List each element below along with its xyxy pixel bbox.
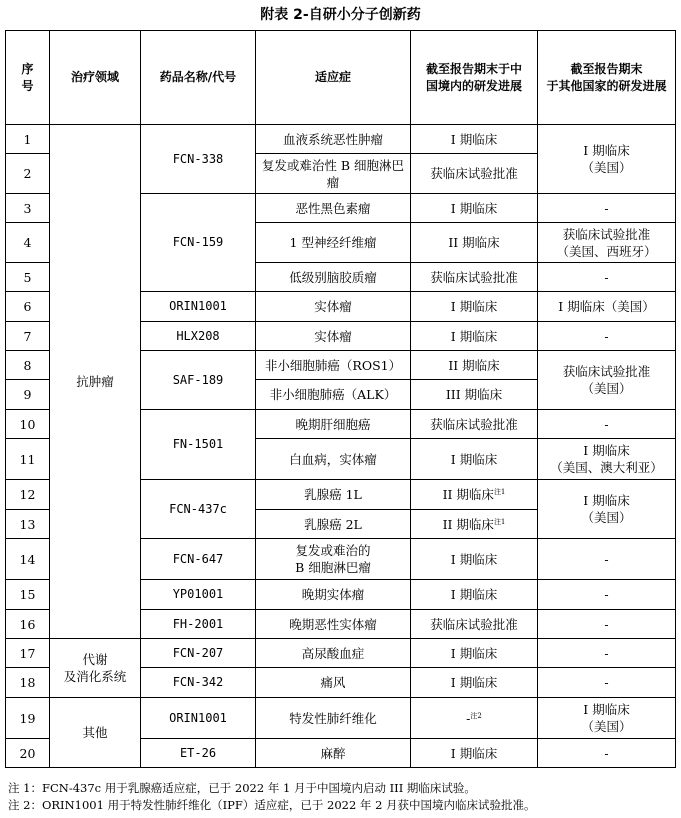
- drug-cell: YP01001: [141, 580, 256, 610]
- intl-cell: I 期临床 （美国）: [538, 480, 676, 539]
- indication-cell: 实体瘤: [256, 322, 411, 351]
- drug-cell: SAF-189: [141, 351, 256, 410]
- cn-cell: I 期临床: [411, 439, 538, 480]
- indication-cell: 高尿酸血症: [256, 639, 411, 668]
- header-area: 治疗领域: [50, 31, 141, 125]
- drug-cell: FCN-437c: [141, 480, 256, 539]
- row-no: 18: [6, 668, 50, 698]
- row-no: 3: [6, 194, 50, 223]
- cn-cell: III 期临床: [411, 380, 538, 410]
- indication-cell: 复发或难治的 B 细胞淋巴瘤: [256, 539, 411, 580]
- intl-cell: 获临床试验批准 （美国）: [538, 351, 676, 410]
- drug-cell: ORIN1001: [141, 292, 256, 322]
- cn-cell: II 期临床$^{注1}$: [411, 480, 538, 510]
- cn-cell: II 期临床$^{注1}$: [411, 510, 538, 539]
- footnote-ref: 注1: [493, 487, 506, 496]
- area-cell: 抗肿瘤: [50, 125, 141, 639]
- drug-cell: FCN-647: [141, 539, 256, 580]
- table-row: [6, 125, 676, 154]
- row-no: 2: [6, 154, 50, 194]
- header-drug: 药品名称/代号: [141, 31, 256, 125]
- indication-cell: 乳腺癌 1L: [256, 480, 411, 510]
- row-no: 19: [6, 698, 50, 739]
- row-no: 11: [6, 439, 50, 480]
- cn-cell: 获临床试验批准: [411, 610, 538, 639]
- cn-cell: I 期临床: [411, 194, 538, 223]
- header-no: 序 号: [6, 31, 50, 125]
- cn-cell: II 期临床: [411, 351, 538, 380]
- intl-cell: -: [538, 194, 676, 223]
- intl-cell: -: [538, 539, 676, 580]
- indication-cell: 晚期肝细胞癌: [256, 410, 411, 439]
- header-intl: 截至报告期末 于其他国家的研发进展: [538, 31, 676, 125]
- row-no: 17: [6, 639, 50, 668]
- indication-cell: 低级别脑胶质瘤: [256, 263, 411, 292]
- indication-cell: 特发性肺纤维化: [256, 698, 411, 739]
- row-no: 12: [6, 480, 50, 510]
- intl-cell: I 期临床 （美国）: [538, 125, 676, 194]
- area-cell: 其他: [50, 698, 141, 768]
- footnote-ref: 注1: [493, 517, 506, 526]
- drug-cell: FH-2001: [141, 610, 256, 639]
- indication-cell: 实体瘤: [256, 292, 411, 322]
- intl-cell: -: [538, 639, 676, 668]
- drug-table: [5, 30, 676, 768]
- cn-cell: II 期临床: [411, 223, 538, 263]
- header-indication: 适应症: [256, 31, 411, 125]
- cn-cell: 获临床试验批准: [411, 263, 538, 292]
- intl-cell: I 期临床 （美国）: [538, 698, 676, 739]
- cn-cell: 获临床试验批准: [411, 410, 538, 439]
- cn-cell: 获临床试验批准: [411, 154, 538, 194]
- drug-cell: ORIN1001: [141, 698, 256, 739]
- drug-cell: FCN-342: [141, 668, 256, 698]
- row-no: 16: [6, 610, 50, 639]
- row-no: 13: [6, 510, 50, 539]
- cn-cell: I 期临床: [411, 539, 538, 580]
- indication-cell: 血液系统恶性肿瘤: [256, 125, 411, 154]
- footnote-2: 注 2：ORIN1001 用于特发性肺纤维化（IPF）适应症，已于 2022 年 2 月获中国境内临床试验批准。: [8, 798, 536, 812]
- footnote-ref: 注2: [470, 711, 482, 720]
- row-no: 9: [6, 380, 50, 410]
- row-no: 1: [6, 125, 50, 154]
- intl-cell: -: [538, 410, 676, 439]
- row-no: 7: [6, 322, 50, 351]
- drug-cell: HLX208: [141, 322, 256, 351]
- indication-cell: 痛风: [256, 668, 411, 698]
- footnotes: [8, 780, 536, 814]
- cn-cell: I 期临床: [411, 668, 538, 698]
- cn-cell: I 期临床: [411, 322, 538, 351]
- intl-cell: I 期临床（美国）: [538, 292, 676, 322]
- indication-cell: 非小细胞肺癌（ROS1）: [256, 351, 411, 380]
- cn-cell: I 期临床: [411, 125, 538, 154]
- intl-cell: I 期临床 （美国、澳大利亚）: [538, 439, 676, 480]
- intl-cell: -: [538, 610, 676, 639]
- row-no: 20: [6, 739, 50, 768]
- indication-cell: 复发或难治性 B 细胞淋巴 瘤: [256, 154, 411, 194]
- row-no: 8: [6, 351, 50, 380]
- footnote-1: 注 1：FCN-437c 用于乳腺癌适应症，已于 2022 年 1 月于中国境内启动 III 期临床试验。: [8, 781, 476, 795]
- indication-cell: 1 型神经纤维瘤: [256, 223, 411, 263]
- row-no: 4: [6, 223, 50, 263]
- indication-cell: 乳腺癌 2L: [256, 510, 411, 539]
- header-row: [6, 31, 676, 125]
- row-no: 10: [6, 410, 50, 439]
- indication-cell: 麻醉: [256, 739, 411, 768]
- drug-cell: ET-26: [141, 739, 256, 768]
- intl-cell: -: [538, 263, 676, 292]
- drug-cell: FCN-159: [141, 194, 256, 292]
- intl-cell: 获临床试验批准 （美国、西班牙）: [538, 223, 676, 263]
- intl-cell: -: [538, 580, 676, 610]
- cn-cell: I 期临床: [411, 739, 538, 768]
- row-no: 14: [6, 539, 50, 580]
- cn-cell: I 期临床: [411, 580, 538, 610]
- cn-cell: I 期临床: [411, 639, 538, 668]
- intl-cell: -: [538, 668, 676, 698]
- intl-cell: -: [538, 739, 676, 768]
- indication-cell: 白血病，实体瘤: [256, 439, 411, 480]
- row-no: 6: [6, 292, 50, 322]
- header-cn: 截至报告期末于中 国境内的研发进展: [411, 31, 538, 125]
- cn-cell: I 期临床: [411, 292, 538, 322]
- indication-cell: 非小细胞肺癌（ALK）: [256, 380, 411, 410]
- table-row: [6, 639, 676, 668]
- area-cell: 代谢 及消化系统: [50, 639, 141, 698]
- indication-cell: 晚期恶性实体瘤: [256, 610, 411, 639]
- drug-cell: FCN-338: [141, 125, 256, 194]
- drug-cell: FCN-207: [141, 639, 256, 668]
- cn-cell: -$^{注2}$: [411, 698, 538, 739]
- page-title: 附表 2-自研小分子创新药: [260, 7, 421, 23]
- row-no: 15: [6, 580, 50, 610]
- indication-cell: 晚期实体瘤: [256, 580, 411, 610]
- table-row: [6, 698, 676, 739]
- drug-cell: FN-1501: [141, 410, 256, 480]
- intl-cell: -: [538, 322, 676, 351]
- indication-cell: 恶性黑色素瘤: [256, 194, 411, 223]
- row-no: 5: [6, 263, 50, 292]
